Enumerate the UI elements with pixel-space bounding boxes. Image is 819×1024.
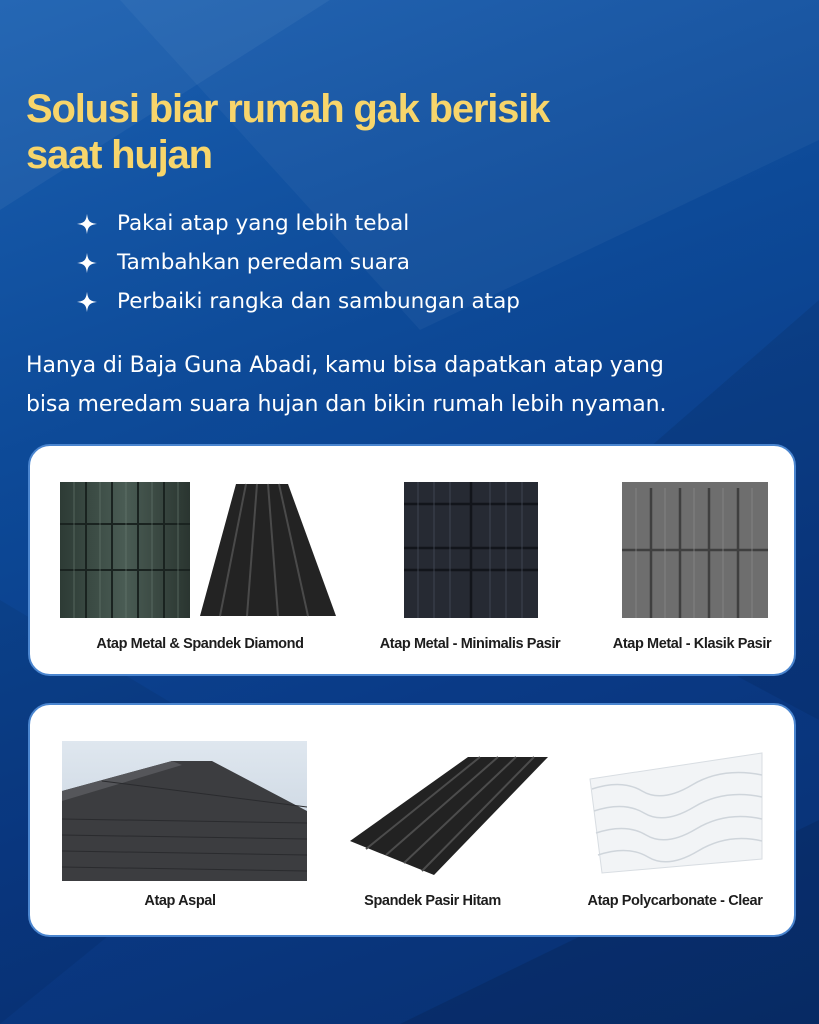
tip-item [76,282,520,321]
product-label: Atap Aspal [144,893,216,909]
metal-tile-and-spandek-image [50,474,350,624]
classic-sand-tile-image [612,474,772,624]
product-card-metal [28,444,796,676]
headline-line-1: Solusi biar rumah gak berisik [26,87,550,131]
black-sand-spandek-image [338,751,553,881]
tip-text: Perbaiki rangka dan sambungan atap [117,289,520,314]
product-polycarbonate-clear [560,705,790,935]
promo-text [26,346,796,424]
clear-polycarbonate-sheet-image [582,749,772,879]
minimalist-sand-tile-image [390,474,550,624]
product-label: Atap Metal - Klasik Pasir [612,636,772,652]
tip-item [76,204,520,243]
product-label: Spandek Pasir Hitam [364,893,501,909]
promo-line-2: bisa meredam suara hujan dan bikin rumah lebih nyaman. [26,392,667,417]
product-label: Atap Metal & Spandek Diamond [96,636,304,652]
headline-line-2: saat hujan [26,133,212,177]
product-atap-aspal [50,705,310,935]
headline [26,86,706,178]
promo-line-1: Hanya di Baja Guna Abadi, kamu bisa dapatkan atap yang [26,353,664,378]
sparkle-icon [76,291,98,313]
product-spandek-pasir-hitam [320,705,545,935]
sparkle-icon [76,252,98,274]
product-card-other [28,703,796,937]
product-klasik-pasir [590,446,794,674]
product-label: Atap Polycarbonate - Clear [587,893,763,909]
product-label: Atap Metal - Minimalis Pasir [379,636,561,652]
tip-text: Pakai atap yang lebih tebal [117,211,410,236]
tip-text: Tambahkan peredam suara [117,250,410,275]
product-minimalis-pasir [350,446,590,674]
asphalt-shingle-roof-image [62,741,307,881]
tips-list [76,204,520,321]
product-metal-spandek-diamond [50,446,350,674]
tip-item [76,243,520,282]
sparkle-icon [76,213,98,235]
